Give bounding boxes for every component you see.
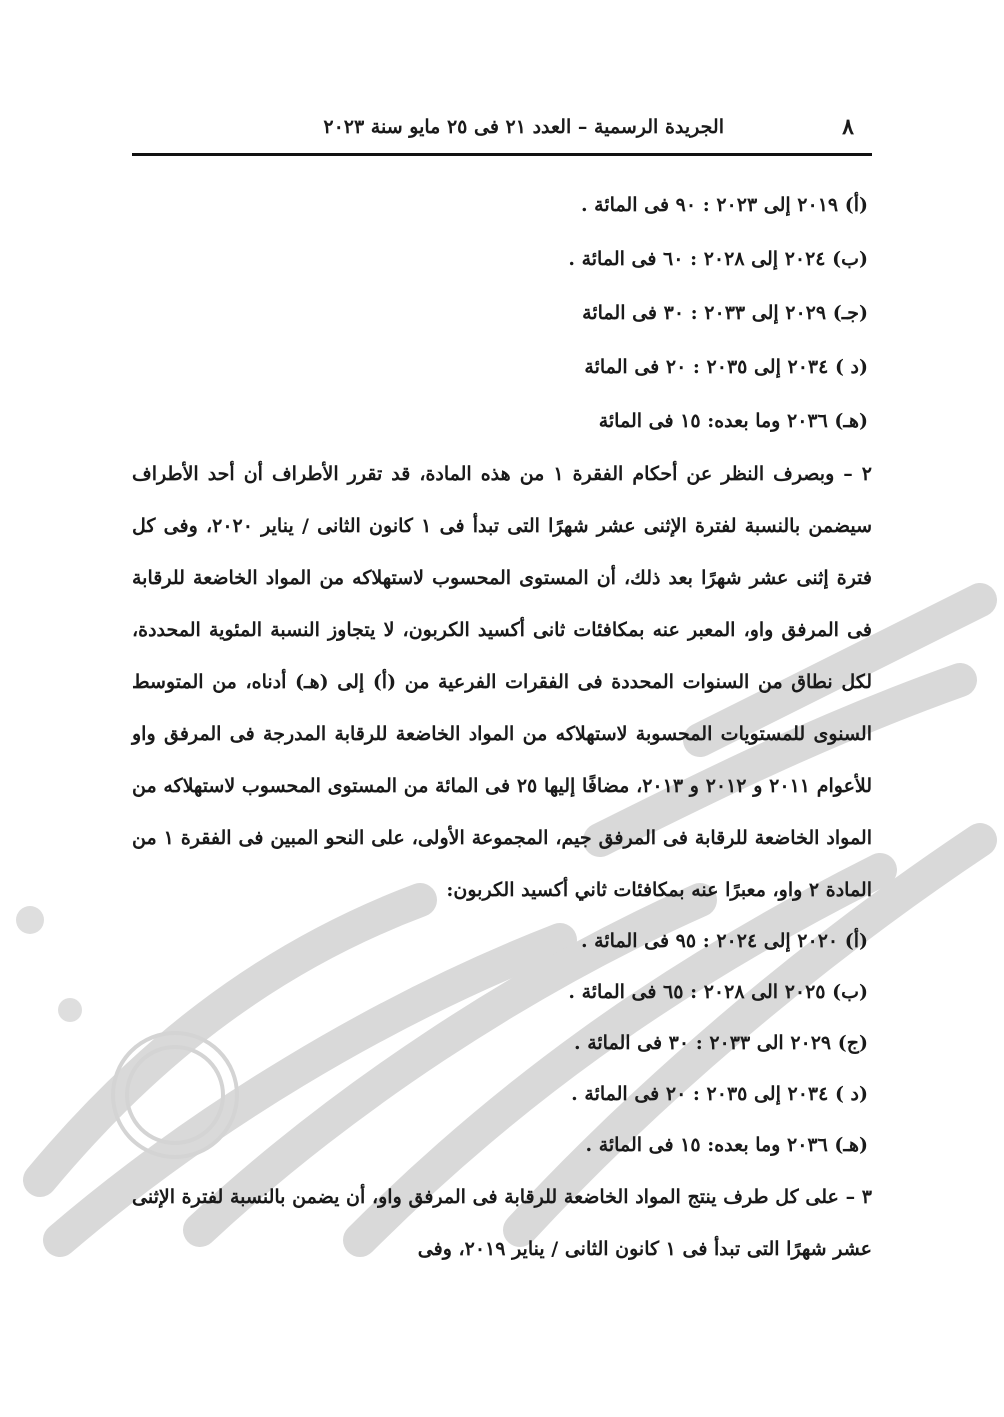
list-item: (ب) ٢٠٢٥ الى ٢٠٢٨ : ٦٥ فى المائة . (568, 981, 868, 1003)
percentage-schedule-list-2 (132, 916, 872, 1171)
page-number: ٨ (842, 114, 854, 140)
list-item: (هـ) ٢٠٣٦ وما بعده: ١٥ فى المائة . (585, 1134, 868, 1156)
list-item: (هـ) ٢٠٣٦ وما بعده: ١٥ فى المائة (598, 410, 868, 432)
page-header (132, 110, 872, 150)
list-item: (جـ) ٢٠٢٩ إلى ٢٠٣٣ : ٣٠ فى المائة (582, 302, 868, 324)
list-item: (ب) ٢٠٢٤ إلى ٢٠٢٨ : ٦٠ فى المائة . (568, 248, 868, 270)
list-item: (د ) ٢٠٣٤ إلى ٢٠٣٥ : ٢٠ فى المائة . (571, 1083, 868, 1105)
list-item: (د ) ٢٠٣٤ إلى ٢٠٣٥ : ٢٠ فى المائة (584, 356, 868, 378)
document-body (132, 178, 872, 1275)
list-item: (أ) ٢٠٢٠ إلى ٢٠٢٤ : ٩٥ فى المائة . (580, 930, 868, 952)
header-divider (132, 153, 872, 156)
paragraph-3: ٣ – على كل طرف ينتج المواد الخاضعة للرقابة فى المرفق واو، أن يضمن بالنسبة لفترة الإثنى عشر شهرًا التى تبدأ فى ١ كانون الثانى / يناير ٢٠١٩، وفى (132, 1186, 872, 1260)
list-item: (أ) ٢٠١٩ إلى ٢٠٢٣ : ٩٠ فى المائة . (580, 194, 868, 216)
percentage-schedule-list-1 (132, 178, 872, 448)
paragraph-2: ٢ – وبصرف النظر عن أحكام الفقرة ١ من هذه المادة، قد تقرر الأطراف أن أحد الأطراف سيضمن بالنسبة لفترة الإثنى عشر شهرًا التى تبدأ فى ١ كانون الثانى / يناير ٢٠٢٠، وفى كل فترة إثنى عشر شهرًا بعد ذلك، أن المستوى المحسوب لاستهلاكه من المواد الخاضعة للرقابة فى المرفق واو، المعبر عنه بمكافئات ثانى أكسيد الكربون، لا يتجاوز النسبة المئوية المحددة، لكل نطاق من السنوات المحددة فى الفقرات الفرعية من (أ) إلى (هـ) أدناه، من المتوسط السنوى للمستويات المحسوبة لاستهلاكه من المواد الخاضعة للرقابة المدرجة فى المرفق واو للأعوام ٢٠١١ و ٢٠١٢ و ٢٠١٣، مضافًا إليها ٢٥ فى المائة من المستوى المحسوب لاستهلاكه من المواد الخاضعة للرقابة فى المرفق جيم، المجموعة الأولى، على النحو المبين فى الفقرة ١ من المادة ٢ واو، معبرًا عنه بمكافئات ثاني أكسيد الكربون: (132, 463, 873, 901)
gazette-header-title: الجريدة الرسمية – العدد ٢١ فى ٢٥ مايو سنة ٢٠٢٣ (323, 116, 724, 138)
list-item: (ج) ٢٠٢٩ الى ٢٠٣٣ : ٣٠ فى المائة . (573, 1032, 868, 1054)
